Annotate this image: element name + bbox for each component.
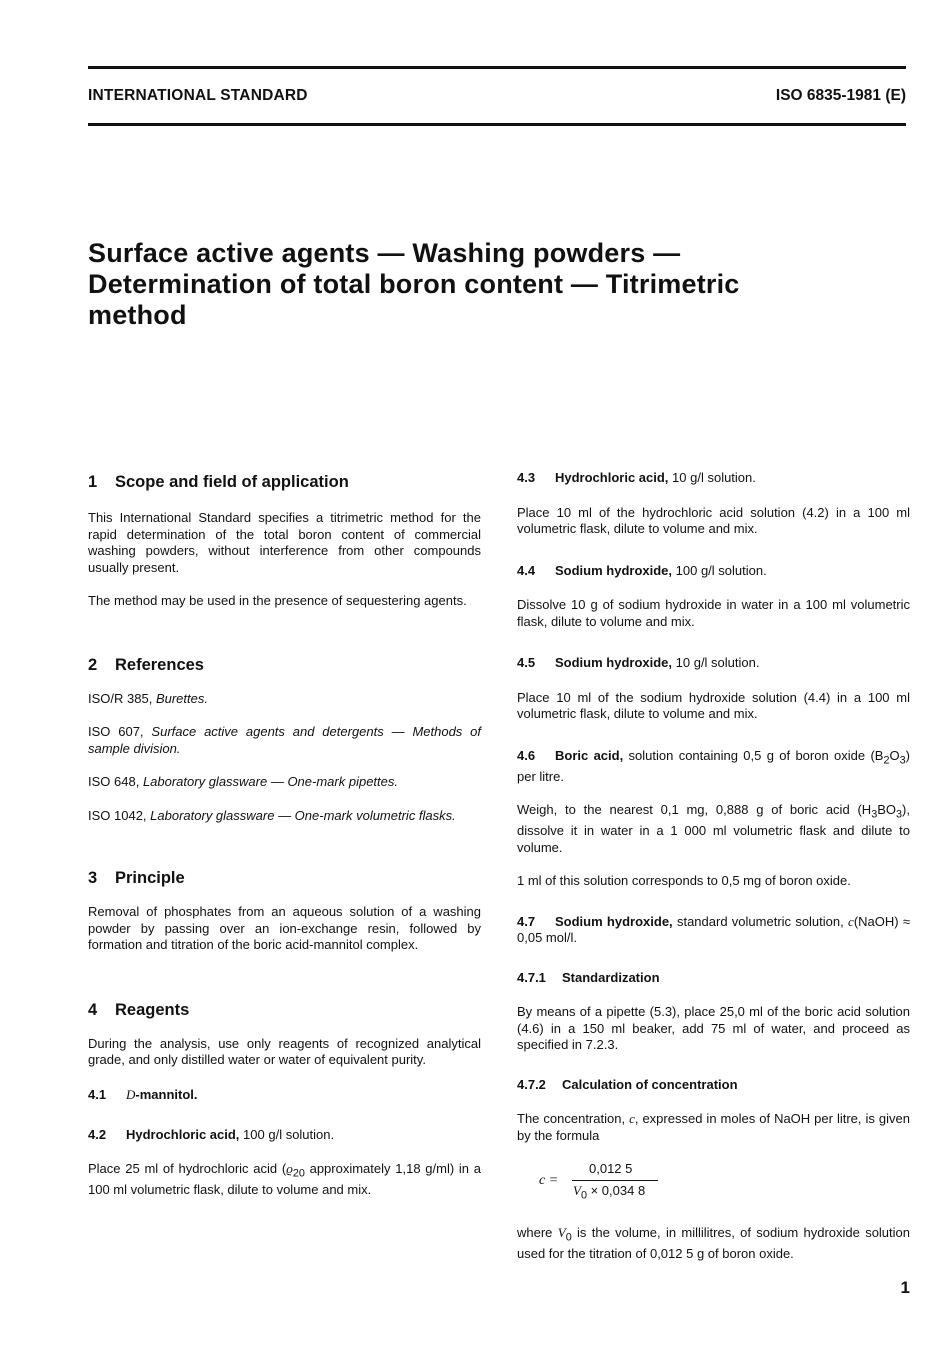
subsection-heading: 4.4 Sodium hydroxide, 100 g/l solution. [517, 562, 767, 578]
header-top-rule [88, 66, 906, 69]
page-number: 1 [900, 1278, 910, 1297]
reference: ISO 1042, Laboratory glassware — One-mark volumetric flasks. [88, 807, 456, 823]
paragraph: This International Standard specifies a titrimetric method for the rapid determination of the total boron content of commercial washing powders, without interference from other compounds usually present. [88, 510, 481, 575]
section-heading: 1 Scope and field of application [88, 473, 349, 491]
title-line: method [88, 300, 187, 330]
section-heading: 3 Principle [88, 869, 185, 887]
right-column [517, 470, 910, 1263]
paragraph: Dissolve 10 g of sodium hydroxide in water in a 100 ml volumetric flask, dilute to volume and mix. [517, 597, 910, 629]
subsection-heading: 4.2 Hydrochloric acid, 100 g/l solution. [88, 1127, 335, 1142]
subsubsection-heading: 4.7.1 Standardization [517, 969, 660, 985]
reference: ISO 607, Surface active agents and detergents — Methods of sample division. [88, 724, 482, 756]
subsection-heading: 4.3 Hydrochloric acid, 10 g/l solution. [517, 470, 756, 485]
standard-number: ISO 6835-1981 (E) [775, 87, 906, 104]
subsection-heading: 4.6 Boric acid, solution containing 0,5 g of boron oxide $(B_2O_3)$ per litre. [517, 747, 910, 784]
paragraph: 1 ml of this solution corresponds to 0,5 mg of boron oxide. [517, 873, 851, 889]
paragraph: During the analysis, use only reagents of recognized analytical grade, and only distilled water or water of equivalent purity. [88, 1035, 481, 1067]
mannitol-label: -mannitol. [135, 1086, 198, 1102]
page-title [88, 238, 888, 331]
formula-numerator: 0,012 5 [589, 1161, 633, 1177]
reference: ISO/R 385, Burettes. [88, 690, 208, 706]
title-line: Determination of total boron content — Titrimetric [88, 269, 740, 299]
subsection-heading: 4.1 D-mannitol. [88, 1086, 198, 1102]
formula-lhs: c = [539, 1173, 559, 1189]
header-bottom-rule [88, 123, 906, 126]
left-column [88, 470, 481, 1198]
paragraph: where $V_0$ is the volume, in millilitres, of sodium hydroxide solution used for the titration of 0,012 5 g of boron oxide. [517, 1225, 911, 1262]
paragraph: By means of a pipette (5.3), place 25,0 ml of the boric acid solution (4.6) in a 150 ml beaker, add 75 ml of water, and proceed as specified in 7.2.3. [517, 1004, 910, 1053]
paragraph: Removal of phosphates from an aqueous solution of a washing powder by passing over an ion-exchange resin, followed by formation and titration of the boric acid-mannitol complex. [88, 904, 481, 952]
subsubsection-heading: 4.7.2 Calculation of concentration [517, 1076, 738, 1092]
paragraph: The concentration, c, expressed in moles of NaOH per litre, is given by the formula [517, 1111, 910, 1143]
paragraph: The method may be used in the presence of sequestering agents. [88, 593, 467, 608]
fraction-bar [572, 1180, 658, 1181]
paragraph: Place 10 ml of the sodium hydroxide solution (4.4) in a 100 ml volumetric flask, dilute to volume and mix. [517, 689, 910, 721]
section-heading: 4 Reagents [88, 1000, 190, 1019]
paragraph: Weigh, to the nearest 0,1 mg, 0,888 g of boric acid $(H_3BO_3)$, dissolve it in water in a 1 000 ml volumetric flask and dilute to volume. [517, 802, 910, 855]
section-heading: 2 References [88, 655, 204, 674]
formula-denominator: $V_0 \times 0,034$ 8 [573, 1183, 646, 1202]
concentration-formula [539, 1161, 910, 1207]
document-type: INTERNATIONAL STANDARD [88, 87, 308, 104]
title-line: Surface active agents — Washing powders — [88, 238, 681, 268]
subsection-heading: 4.5 Sodium hydroxide, 10 g/l solution. [517, 655, 760, 670]
reference: ISO 648, Laboratory glassware — One-mark pipettes. [88, 774, 398, 789]
subsection-heading: 4.7 Sodium hydroxide, standard volumetric solution, c(NaOH) ≈ 0,05 mol/l. [517, 913, 910, 946]
paragraph: Place 25 ml of hydrochloric acid ($ϱ_{20}$ approximately 1,18 g/ml) in a 100 ml volumetric flask, dilute to volume and mix. [88, 1160, 481, 1197]
paragraph: Place 10 ml of the hydrochloric acid solution (4.2) in a 100 ml volumetric flask, dilute to volume and mix. [517, 504, 910, 536]
